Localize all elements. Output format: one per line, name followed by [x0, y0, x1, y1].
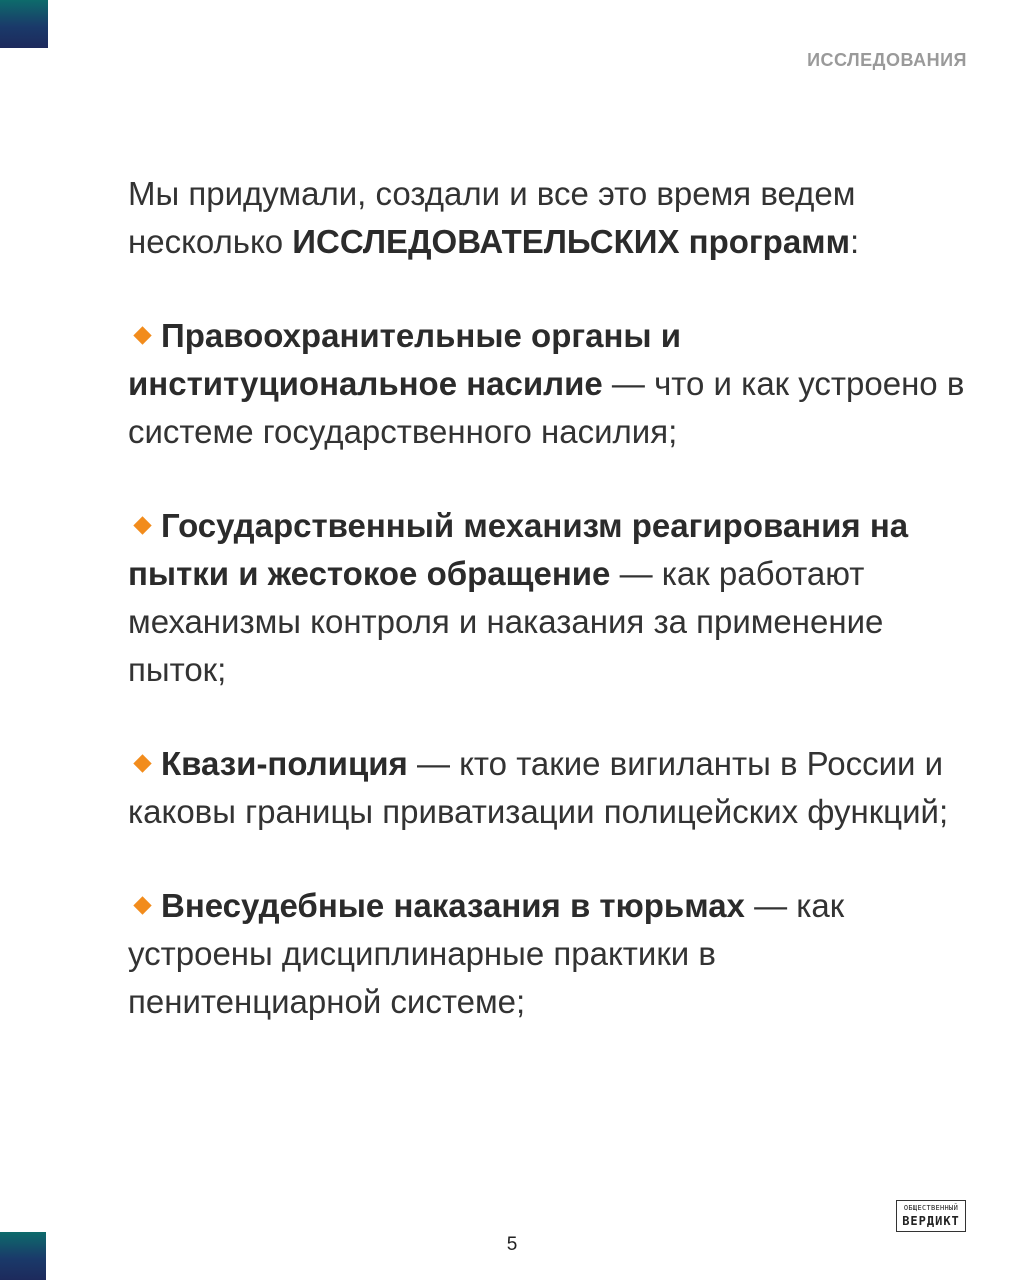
diamond-bullet-icon [133, 516, 151, 534]
diamond-bullet-icon [133, 754, 151, 772]
diamond-bullet-icon [133, 326, 151, 344]
program-item [128, 882, 978, 1026]
corner-decoration-top [0, 0, 48, 48]
program-description: — кто такие вигиланты в России и каковы границы приватизации полицейских функций; [128, 745, 949, 830]
logo-top-text: ОБЩЕСТВЕННЫЙ [903, 1204, 959, 1212]
main-content [128, 170, 978, 1072]
intro-bold-text: ИССЛЕДОВАТЕЛЬСКИХ программ [292, 223, 850, 260]
program-description: — что и как устроено в системе государственного насилия; [128, 365, 965, 450]
program-title: Внесудебные наказания в тюрьмах [161, 887, 745, 924]
intro-text: Мы придумали, создали и все это время ведем несколько [128, 175, 856, 260]
diamond-bullet-icon [133, 896, 151, 914]
logo-bottom-text: ВЕРДИКТ [902, 1214, 960, 1228]
intro-paragraph [128, 170, 978, 266]
program-description: — как работают механизмы контроля и наказания за применение пыток; [128, 555, 884, 688]
program-title: Правоохранительные органы и институциональное насилие [128, 317, 682, 402]
verdict-logo [896, 1200, 966, 1232]
program-item [128, 740, 978, 836]
program-description: — как устроены дисциплинарные практики в пенитенциарной системе; [128, 887, 845, 1020]
section-label: ИССЛЕДОВАНИЯ [807, 50, 967, 70]
program-title: Квази-полиция [161, 745, 408, 782]
program-title: Государственный механизм реагирования на пытки и жестокое обращение [128, 507, 909, 592]
program-item [128, 312, 978, 456]
intro-colon: : [850, 223, 860, 260]
program-item [128, 502, 978, 694]
page-number: 5 [506, 1234, 518, 1255]
